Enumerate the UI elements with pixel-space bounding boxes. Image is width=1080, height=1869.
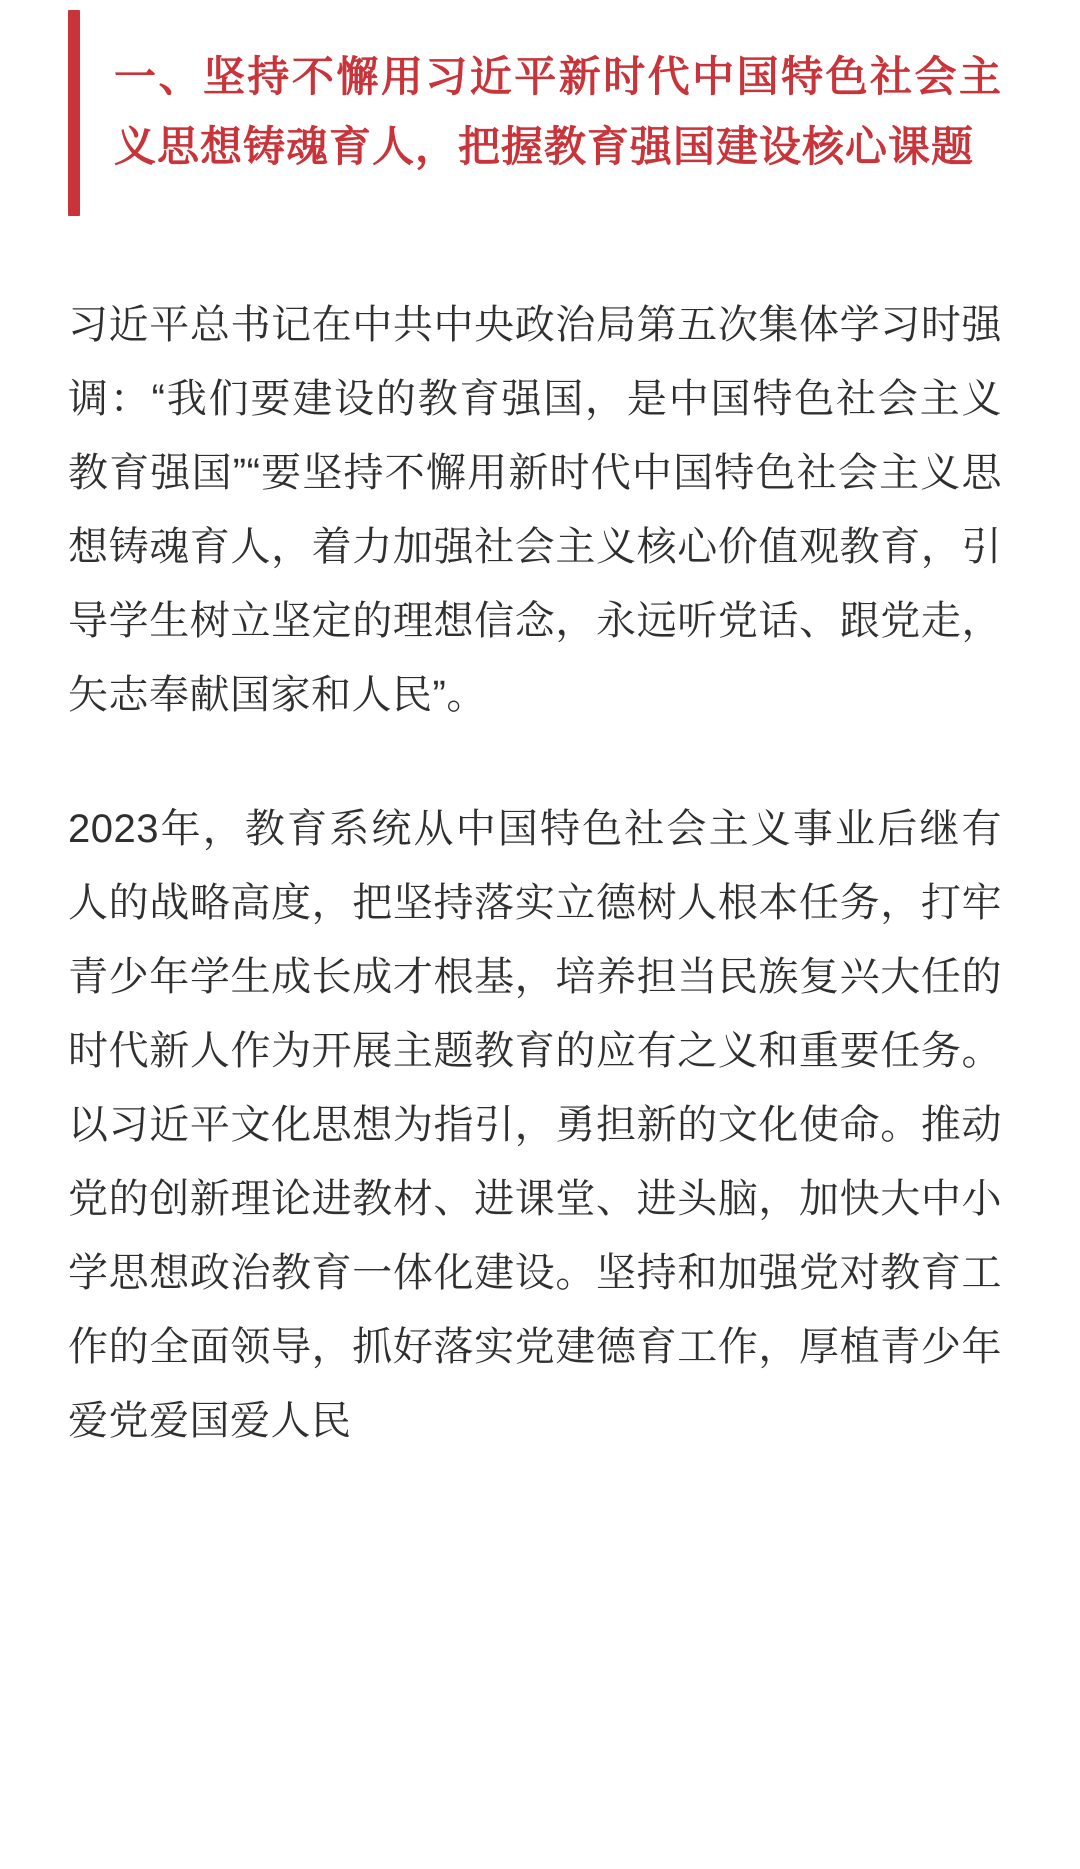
section-heading-text: 一、坚持不懈用习近平新时代中国特色社会主义思想铸魂育人，把握教育强国建设核心课题: [114, 53, 1002, 171]
article-body: [68, 288, 1002, 1458]
paragraph-1: 习近平总书记在中共中央政治局第五次集体学习时强调：“我们要建设的教育强国，是中国特色社会主义教育强国”“要坚持不懈用新时代中国特色社会主义思想铸魂育人，着力加强社会主义核心价值观教育，引导学生树立坚定的理想信念，永远听党话、跟党走，矢志奉献国家和人民”。: [68, 303, 1002, 718]
paragraph-2: 2023年，教育系统从中国特色社会主义事业后继有人的战略高度，把坚持落实立德树人根本任务，打牢青少年学生成长成才根基，培养担当民族复兴大任的时代新人作为开展主题教育的应有之义和重要任务。以习近平文化思想为指引，勇担新的文化使命。推动党的创新理论进教材、进课堂、进头脑，加快大中小学思想政治教育一体化建设。坚持和加强党对教育工作的全面领导，抓好落实党建德育工作，厚植青少年爱党爱国爱人民: [68, 807, 1002, 1444]
heading-accent-bar: [68, 10, 80, 216]
section-heading: [68, 0, 1002, 216]
